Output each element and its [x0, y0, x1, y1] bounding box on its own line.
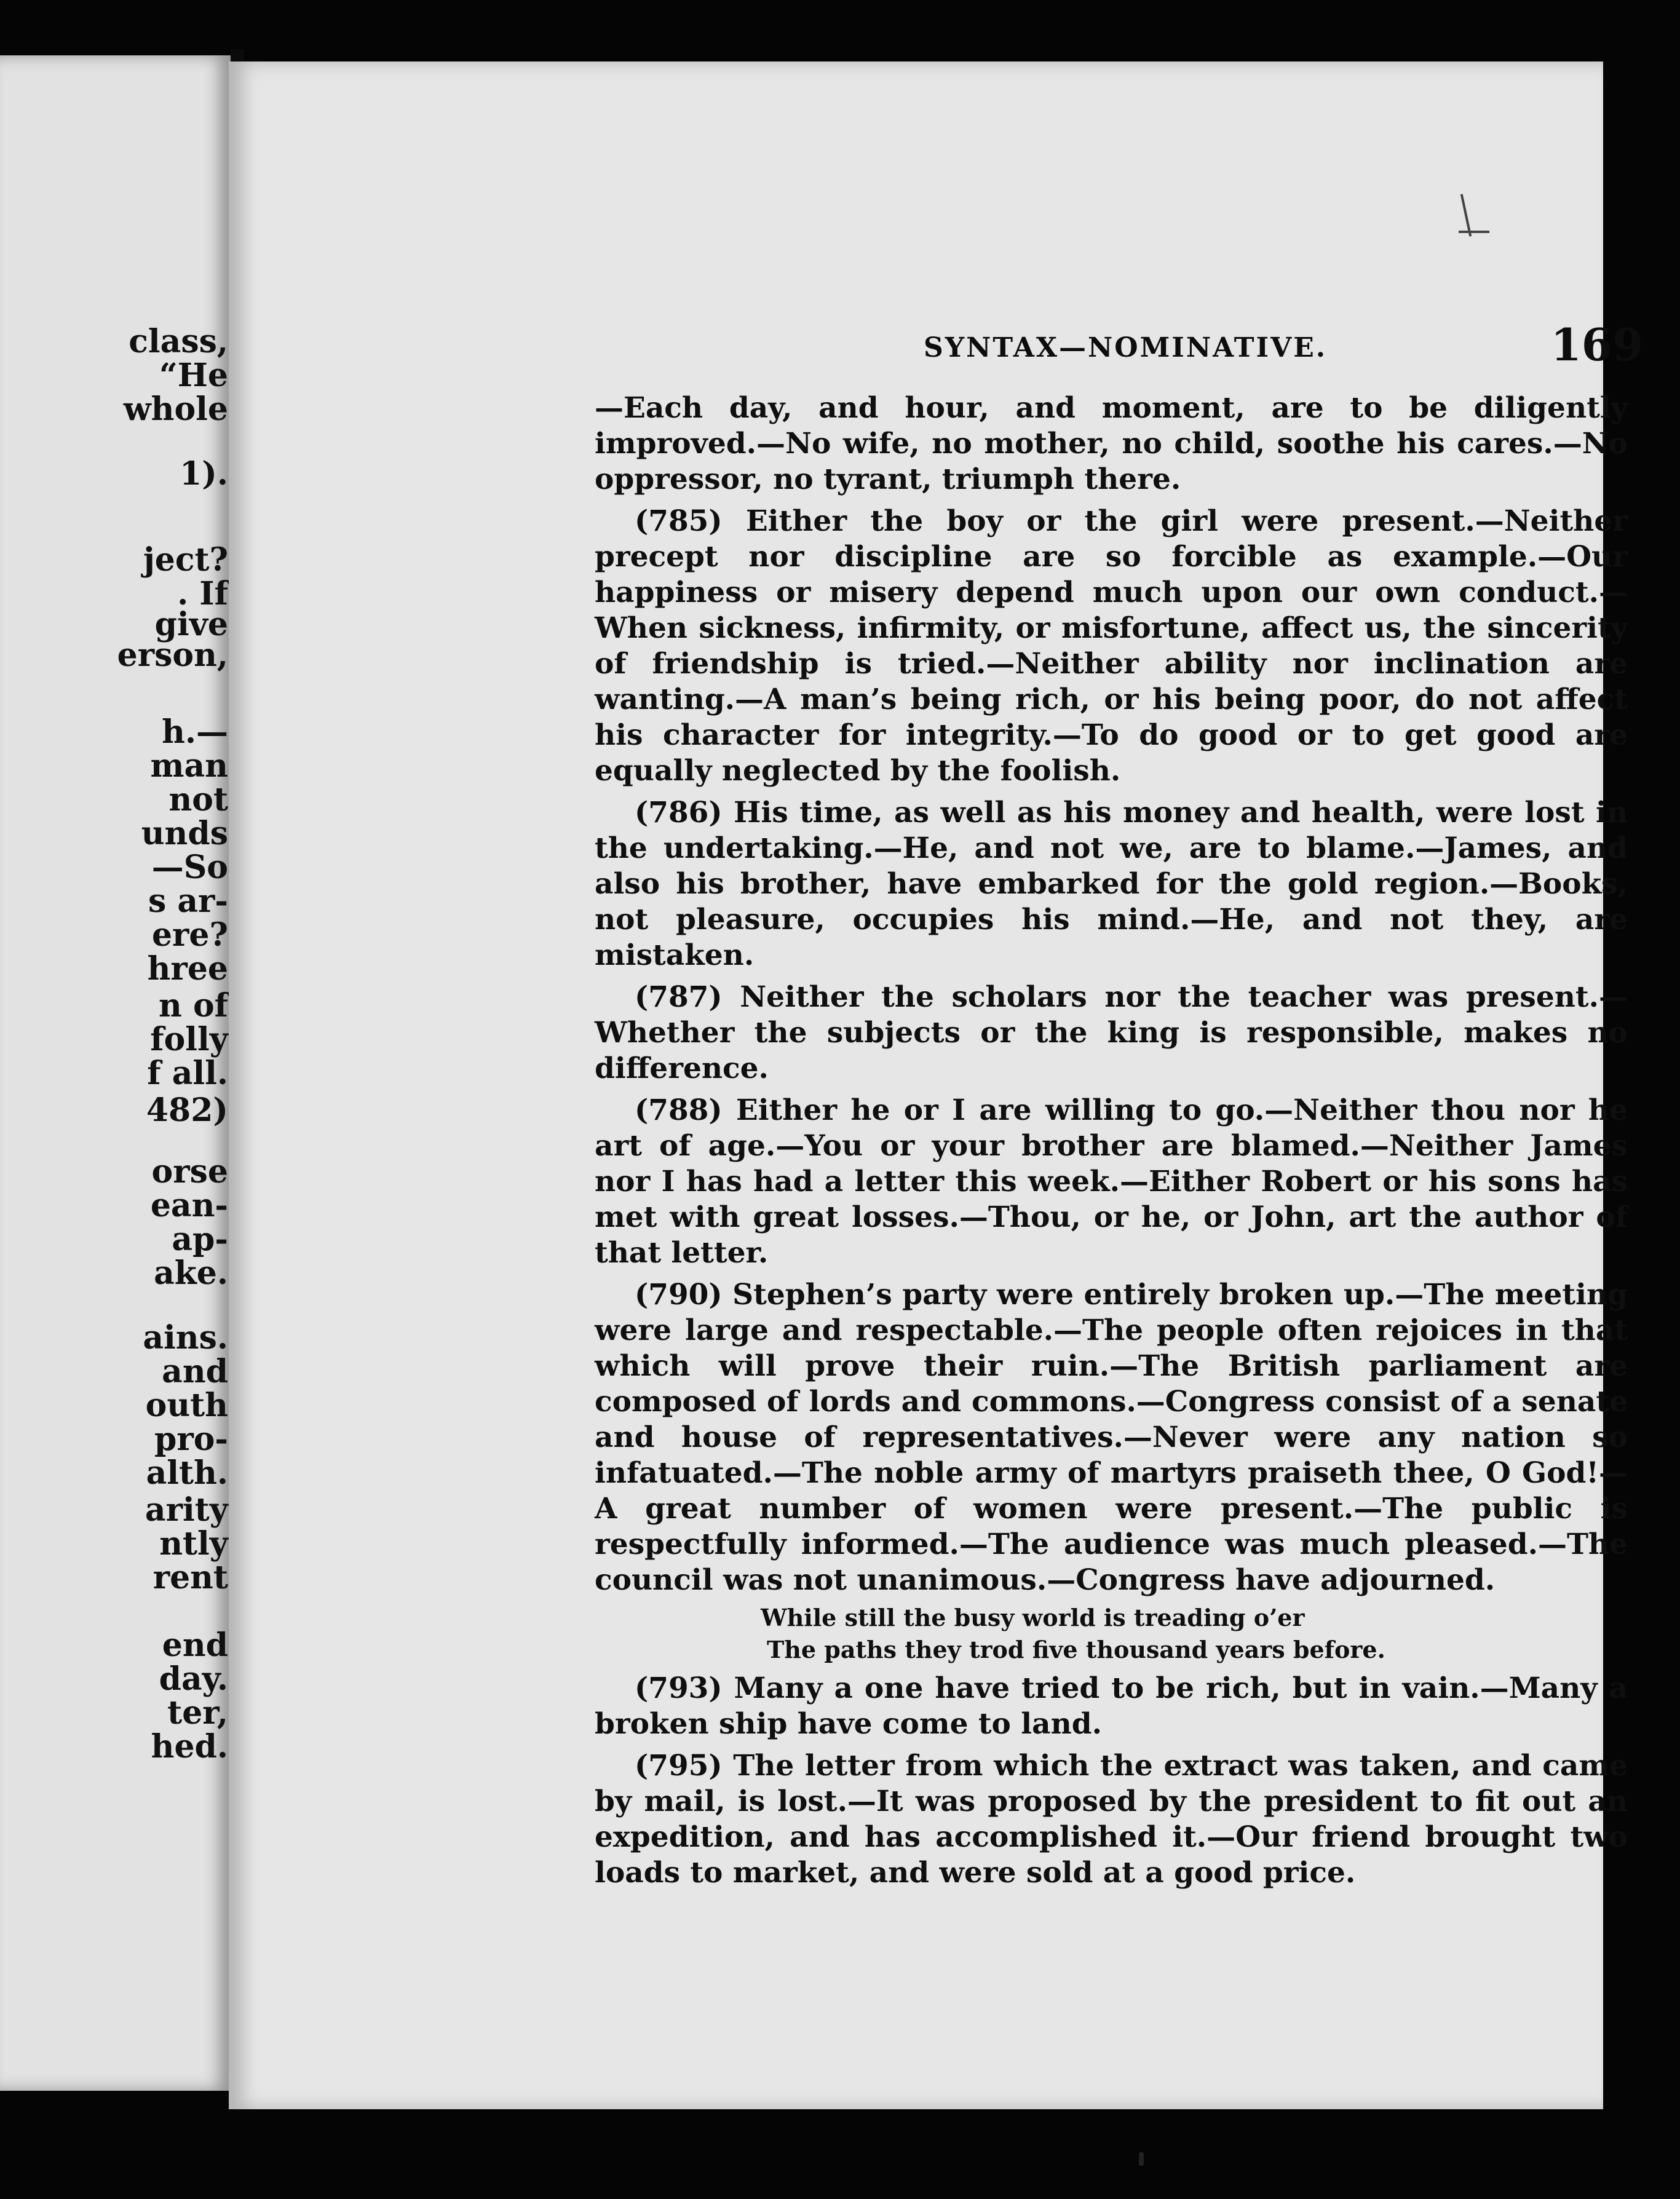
left-page-line: ntly — [159, 1525, 228, 1563]
left-page-line: ains. — [143, 1319, 228, 1357]
pencil-mark-icon — [1459, 231, 1489, 233]
left-page-line: day. — [159, 1660, 228, 1698]
paragraph-786: (786) His time, as well as his money and health, were lost in the undertaking.—He, and not we, are to blame.—James, and also his brother, have embarked for the gold region.—Books, not pleasure, occupies his mind.—He, and not they, are mistaken. — [595, 796, 1628, 972]
left-page-line: man — [150, 747, 228, 785]
verse-line: The paths they trod five thousand years before. — [767, 1636, 1385, 1663]
verse-line: While still the busy world is treading o’er — [761, 1604, 1305, 1631]
paragraph-787: (787) Neither the scholars nor the teacher was present.—Whether the subjects or the king is responsible, makes no difference. — [595, 980, 1628, 1085]
left-page-line: s ar- — [148, 882, 228, 920]
left-page-line: —So — [151, 849, 228, 886]
left-page-line: end — [162, 1626, 228, 1664]
left-page-line: whole — [123, 390, 228, 428]
body-text — [595, 390, 1628, 1897]
running-head: SYNTAX—NOMINATIVE. — [924, 332, 1328, 363]
verse-quotation — [761, 1602, 1628, 1666]
paragraph-793: (793) Many a one have tried to be rich, but in vain.—Many a broken ship have come to land. — [595, 1671, 1628, 1741]
left-page-line: not — [168, 781, 228, 818]
left-page-line: folly — [150, 1021, 228, 1058]
paragraph-785: (785) Either the boy or the girl were present.—Neither precept nor discipline are so forcible as example.—Our happiness or misery depend much upon our own conduct.—When sickness, infirmity, or misfortune, affect us, the sincerity of friendship is tried.—Neither ability nor inclination are wanting.—A man’s being rich, or his being poor, do not affect his character for integrity.—To do good or to get good are equally neglected by the foolish. — [595, 504, 1628, 788]
left-page-line: ter, — [167, 1694, 228, 1732]
left-page-line: . If — [177, 575, 228, 612]
left-page-line: outh — [145, 1387, 228, 1424]
right-page — [229, 61, 1643, 2109]
left-page-line: unds — [141, 815, 228, 852]
left-page-line: f all. — [147, 1055, 228, 1092]
left-page-line: erson, — [117, 636, 228, 674]
left-page-line: 482) — [146, 1092, 228, 1129]
left-page-line: pro- — [154, 1420, 228, 1458]
left-page-line: orse — [151, 1153, 228, 1191]
left-page-line: arity — [145, 1491, 228, 1529]
left-page-line: n of — [159, 987, 228, 1024]
page-number: 169 — [1550, 319, 1643, 371]
left-page-line: rent — [153, 1559, 228, 1596]
left-page-line: alth. — [146, 1454, 228, 1492]
left-page-fragment — [0, 55, 231, 2091]
left-page-line: give — [154, 606, 228, 643]
left-page-line: ere? — [151, 916, 228, 954]
left-page-line: ject? — [143, 541, 228, 579]
paragraph-795: (795) The letter from which the extract was taken, and came by mail, is lost.—It was proposed by the president to fit out an expedition, and has accomplished it.—Our friend brought two loads to market, and were sold at a good price. — [595, 1749, 1628, 1890]
left-page-line: “He — [159, 357, 228, 394]
left-page-line: ean- — [150, 1187, 228, 1224]
left-page-line: hree — [147, 950, 228, 988]
left-page-line: ake. — [154, 1254, 228, 1292]
left-page-line: ap- — [172, 1221, 228, 1258]
paragraph-790: (790) Stephen’s party were entirely broken up.—The meeting were large and respectable.—The people often rejoices in that which will prove their ruin.—The British parliament are composed of lords and commons.—Congress consist of a senate and house of representatives.—Never were any nation so infatuated.—The noble army of martyrs praiseth thee, O God!—A great number of women were present.—The public is respectfully informed.—The audience was much pleased.—The council was not unanimous.—Congress have adjourned. — [595, 1278, 1628, 1597]
left-page-line: hed. — [151, 1728, 228, 1765]
paragraph: —Each day, and hour, and moment, are to be diligently improved.—No wife, no mother, no child, soothe his cares.—No oppressor, no tyrant, triumph there. — [595, 391, 1628, 496]
left-page-line: h.— — [162, 713, 228, 751]
ink-speck — [1139, 2152, 1144, 2166]
left-page-line: 1). — [180, 455, 228, 493]
left-page-line: class, — [129, 323, 228, 360]
left-page-line: and — [162, 1353, 228, 1390]
paragraph-788: (788) Either he or I are willing to go.—Neither thou nor he art of age.—You or your brother are blamed.—Neither James nor I has had a letter this week.—Either Robert or his sons has met with great losses.—Thou, or he, or John, art the author of that letter. — [595, 1093, 1628, 1270]
